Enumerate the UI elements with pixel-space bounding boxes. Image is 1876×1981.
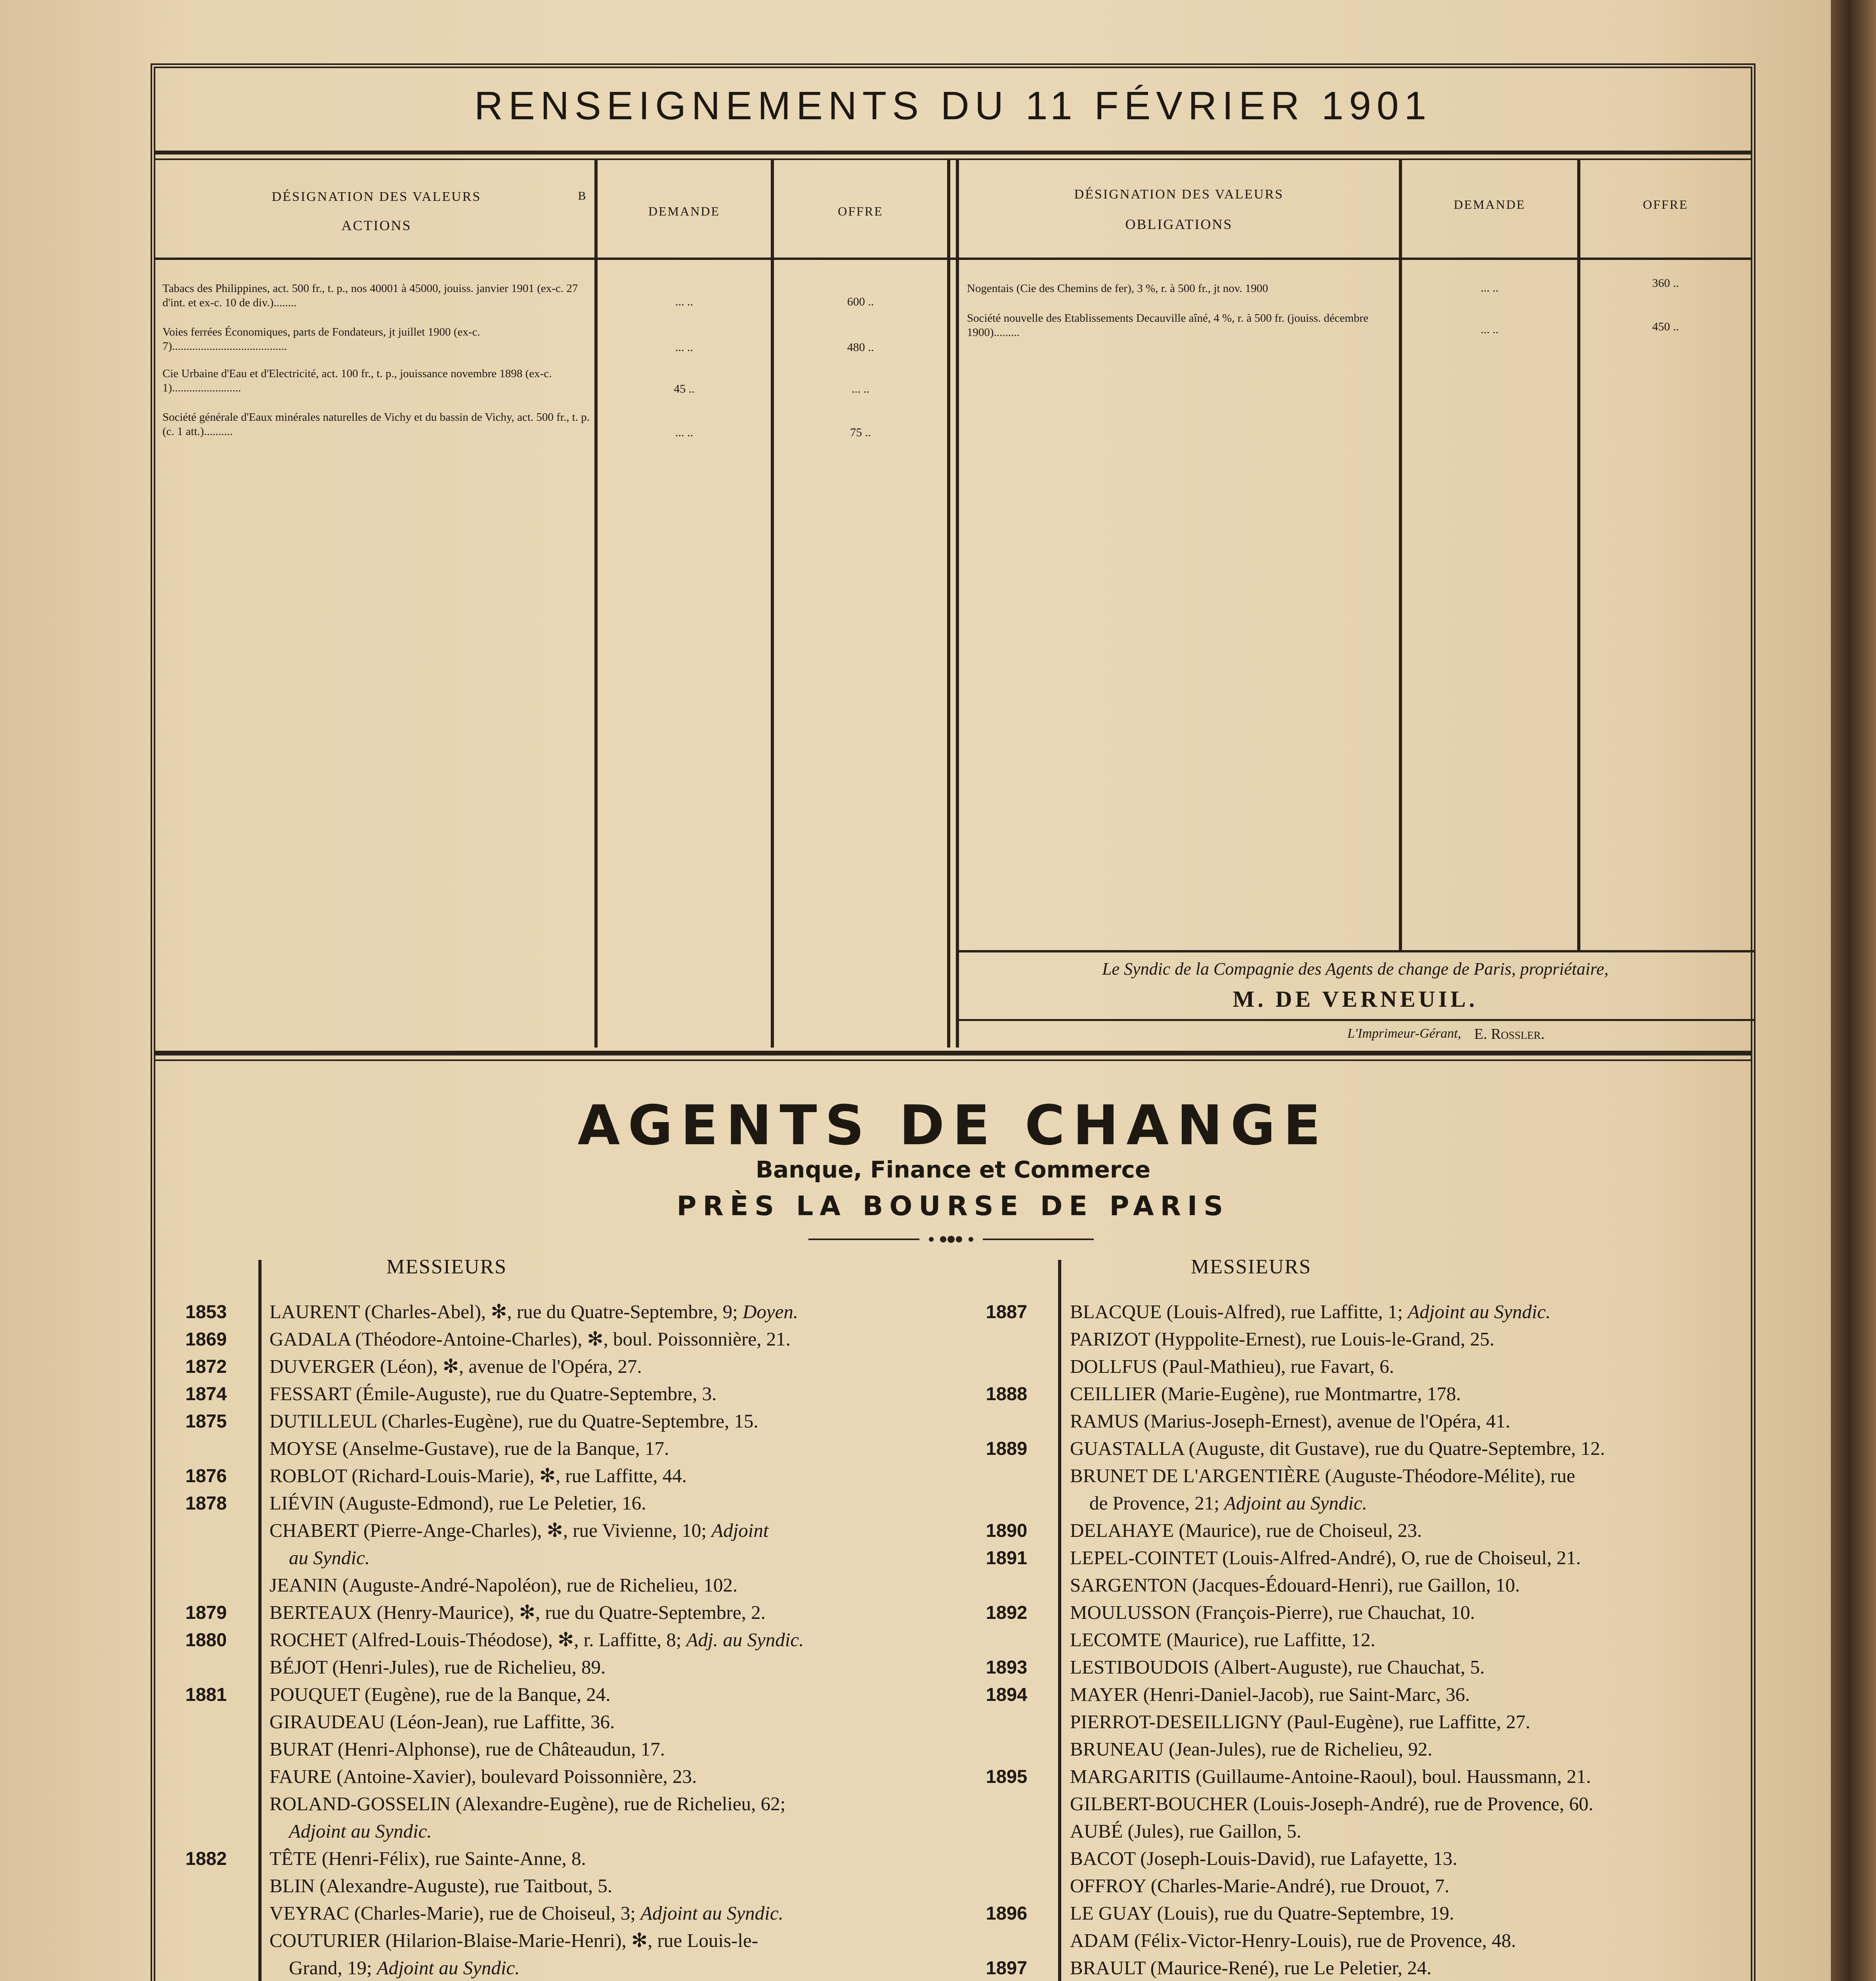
col-line-2: [771, 160, 774, 1048]
actions-row-1-demande: ... ..: [675, 295, 693, 308]
agent-entry: [174, 1489, 951, 1517]
agent-entry: [975, 1845, 1752, 1872]
agent-name-address: [269, 1653, 927, 1681]
agent-text: VEYRAC (Charles-Marie), rue de Choiseul, 3;: [269, 1902, 641, 1924]
agent-text: DUTILLEUL (Charles-Eugène), rue du Quatre-Septembre, 15.: [269, 1410, 758, 1432]
agent-name-address: [269, 1462, 927, 1489]
agent-name-address: [269, 1708, 927, 1735]
agent-text: RAMUS (Marius-Joseph-Ernest), avenue de l'Opéra, 41.: [1070, 1410, 1511, 1432]
agent-name-address: [269, 1817, 927, 1845]
obligations-head-offre: OFFRE: [1643, 197, 1689, 212]
actions-row-3-label: Cie Urbaine d'Eau et d'Electricité, act. 100 fr., t. p., jouissance novembre 1898 (ex-c. 1)........................: [162, 367, 552, 394]
agent-entry: [174, 1927, 951, 1954]
agent-entry: [174, 1380, 951, 1407]
agent-name-address: [1070, 1653, 1728, 1681]
agent-text: GUASTALLA (Auguste, dit Gustave), rue du Quatre-Septembre, 12.: [1070, 1437, 1605, 1459]
actions-row-1-offre: 600 ..: [847, 295, 874, 308]
agent-entry: [174, 1544, 951, 1571]
agent-text: de Provence, 21;: [1070, 1492, 1225, 1514]
agent-year: 1875: [185, 1410, 227, 1431]
printer-label: L'Imprimeur-Gérant,: [1347, 1026, 1461, 1041]
agent-entry: [174, 1298, 951, 1325]
syndic-rule-top: [959, 950, 1756, 952]
agent-year: 1874: [185, 1383, 227, 1404]
agent-name-address: [269, 1380, 927, 1407]
agent-entry: [174, 1681, 951, 1708]
agent-text: PIERROT-DESEILLIGNY (Paul-Eugène), rue Laffitte, 27.: [1070, 1711, 1530, 1733]
agent-entry: [975, 1681, 1752, 1708]
agent-entry: [174, 1407, 951, 1435]
syndic-name: M. DE VERNEUIL.: [1232, 986, 1478, 1012]
agent-name-address: [269, 1626, 927, 1653]
agent-text: AUBÉ (Jules), rue Gaillon, 5.: [1070, 1820, 1301, 1842]
obligations-head-section: OBLIGATIONS: [1125, 216, 1233, 232]
agent-entry: [975, 1708, 1752, 1735]
agent-name-address: [1070, 1735, 1728, 1763]
agent-name-address: [269, 1407, 927, 1435]
agent-name-address: [1070, 1927, 1728, 1954]
agent-name-address: [1070, 1790, 1728, 1817]
agent-text: COUTURIER (Hilarion-Blaise-Marie-Henri), ✻, rue Louis-le-: [269, 1929, 758, 1951]
agent-entry: [174, 1599, 951, 1626]
messieurs-right: MESSIEURS: [1191, 1256, 1312, 1278]
agent-text: LE GUAY (Louis), rue du Quatre-Septembre, 19.: [1070, 1902, 1454, 1924]
agent-entry: [975, 1489, 1752, 1517]
agent-text: FESSART (Émile-Auguste), rue du Quatre-Septembre, 3.: [269, 1383, 717, 1405]
agent-entry: [975, 1899, 1752, 1927]
actions-row-1-label: Tabacs des Philippines, act. 500 fr., t. p., nos 40001 à 45000, jouiss. janvier 1901 (ex-c. 27 d'int. et ex-c. 10 de div.)........: [162, 282, 578, 309]
agent-text: BRUNET DE L'ARGENTIÈRE (Auguste-Théodore-Mélite), rue: [1070, 1465, 1575, 1487]
agent-text: DUVERGER (Léon), ✻, avenue de l'Opéra, 27.: [269, 1355, 642, 1377]
agent-entry: [174, 1763, 951, 1790]
agent-name-address: [269, 1790, 927, 1817]
agent-entry: [174, 1817, 951, 1845]
agent-text: MAYER (Henri-Daniel-Jacob), rue Saint-Marc, 36.: [1070, 1683, 1470, 1705]
agent-entry: [975, 1872, 1752, 1899]
agent-name-address: [269, 1899, 927, 1927]
agent-entry: [174, 1845, 951, 1872]
agent-entry: [975, 1544, 1752, 1571]
agent-year: 1879: [185, 1602, 227, 1623]
agent-name-address: [1070, 1872, 1728, 1899]
agent-name-address: [1070, 1380, 1728, 1407]
agent-note: Adj. au Syndic.: [686, 1629, 804, 1651]
obligations-row-1-label: Nogentais (Cie des Chemins de fer), 3 %, r. à 500 fr., jt nov. 1900: [967, 282, 1268, 295]
agent-year: 1891: [986, 1547, 1028, 1568]
actions-row-2-offre: 480 ..: [847, 341, 874, 354]
agent-entry: [174, 1435, 951, 1462]
agent-text: BERTEAUX (Henry-Maurice), ✻, rue du Quatre-Septembre, 2.: [269, 1601, 766, 1623]
center-double-rule-a: [947, 160, 950, 1048]
agent-name-address: [269, 1517, 927, 1544]
agent-note: Adjoint au Syndic.: [1224, 1492, 1367, 1514]
agent-entry: [975, 1927, 1752, 1954]
agents-list-left: [174, 1298, 951, 1981]
agent-entry: [975, 1790, 1752, 1817]
agent-text: LECOMTE (Maurice), rue Laffitte, 12.: [1070, 1629, 1375, 1651]
agent-text: LESTIBOUDOIS (Albert-Auguste), rue Chauchat, 5.: [1070, 1656, 1485, 1678]
agent-name-address: [1070, 1325, 1728, 1353]
agent-entry: [174, 1517, 951, 1544]
agent-name-address: [1070, 1626, 1728, 1653]
agent-text: BRUNEAU (Jean-Jules), rue de Richelieu, 92.: [1070, 1738, 1433, 1760]
agent-entry: [174, 1954, 951, 1981]
agent-text: MOULUSSON (François-Pierre), rue Chauchat, 10.: [1070, 1601, 1475, 1623]
agent-text: Grand, 19;: [269, 1957, 377, 1979]
agent-text: GILBERT-BOUCHER (Louis-Joseph-André), rue de Provence, 60.: [1070, 1793, 1593, 1815]
agent-year: 1872: [185, 1356, 227, 1377]
agent-entry: [174, 1325, 951, 1353]
agent-entry: [174, 1626, 951, 1653]
agent-name-address: [1070, 1954, 1728, 1981]
syndic-line: Le Syndic de la Compagnie des Agents de change de Paris, propriétaire,: [1102, 959, 1609, 979]
agent-name-address: [1070, 1845, 1728, 1872]
agents-title: AGENTS DE CHANGE: [577, 1094, 1329, 1157]
agent-entry: [975, 1517, 1752, 1544]
agent-text: BURAT (Henri-Alphonse), rue de Châteaudun, 17.: [269, 1738, 665, 1760]
actions-row-2-label: Voies ferrées Économiques, parts de Fondateurs, jt juillet 1900 (ex-c. 7)........................................: [162, 326, 480, 353]
agent-name-address: [269, 1544, 927, 1571]
agent-note: Adjoint: [711, 1519, 769, 1541]
col-line-1: [594, 160, 598, 1048]
actions-head-demande: DEMANDE: [648, 204, 720, 218]
agent-text: PARIZOT (Hyppolite-Ernest), rue Louis-le-Grand, 25.: [1070, 1328, 1494, 1350]
agent-name-address: [1070, 1353, 1728, 1380]
page-title: RENSEIGNEMENTS DU 11 FÉVRIER 1901: [474, 84, 1432, 128]
agent-entry: [174, 1790, 951, 1817]
agent-year: 1882: [185, 1848, 227, 1869]
agent-entry: [975, 1462, 1752, 1489]
agent-entry: [174, 1353, 951, 1380]
agent-name-address: [269, 1872, 927, 1899]
agent-name-address: [269, 1435, 927, 1462]
agent-entry: [975, 1353, 1752, 1380]
agent-note: au Syndic.: [289, 1547, 370, 1569]
agent-note: Adjoint au Syndic.: [289, 1820, 432, 1842]
printer-name: E. Rossler.: [1474, 1026, 1545, 1042]
actions-row-2-demande: ... ..: [675, 341, 693, 354]
table-head-rule: [155, 258, 1751, 260]
actions-head-section: ACTIONS: [341, 218, 412, 233]
agent-entry: [174, 1735, 951, 1763]
actions-head-b: B: [578, 189, 587, 202]
agent-year: 1892: [986, 1602, 1028, 1623]
agent-name-address: [1070, 1407, 1728, 1435]
agent-text: CHABERT (Pierre-Ange-Charles), ✻, rue Vivienne, 10;: [269, 1519, 712, 1541]
agent-name-address: [269, 1763, 927, 1790]
actions-row-4-offre: 75 ..: [850, 426, 871, 439]
agent-text: ROBLOT (Richard-Louis-Marie), ✻, rue Laffitte, 44.: [269, 1465, 687, 1487]
agent-text: ROCHET (Alfred-Louis-Théodose), ✻, r. Laffitte, 8;: [269, 1629, 686, 1651]
agent-entry: [975, 1599, 1752, 1626]
agent-text: DELAHAYE (Maurice), rue de Choiseul, 23.: [1070, 1519, 1422, 1541]
agent-name-address: [1070, 1817, 1728, 1845]
obligations-row-2-demande: ... ..: [1481, 323, 1499, 336]
obligations-row-2-label: Société nouvelle des Etablissements Decauville aîné, 4 %, r. à 500 fr. (jouiss. décembre 1900).........: [967, 312, 1369, 339]
col-line-3: [1399, 160, 1402, 952]
agent-year: 1896: [986, 1903, 1028, 1924]
agent-text: JEANIN (Auguste-André-Napoléon), rue de Richelieu, 102.: [269, 1574, 738, 1596]
agent-name-address: [269, 1845, 927, 1872]
agent-name-address: [269, 1681, 927, 1708]
agent-entry: [975, 1571, 1752, 1599]
syndic-rule-bottom: [959, 1019, 1756, 1021]
agent-year: 1894: [986, 1684, 1028, 1705]
obligations-head-demande: DEMANDE: [1454, 197, 1526, 212]
agent-entry: [975, 1626, 1752, 1653]
agent-note: Doyen.: [743, 1301, 799, 1323]
agents-subtitle-2: PRÈS LA BOURSE DE PARIS: [676, 1191, 1230, 1222]
obligations-head-designation: DÉSIGNATION DES VALEURS: [1074, 187, 1284, 202]
actions-head-offre: OFFRE: [838, 204, 883, 218]
title-rule: [155, 151, 1751, 155]
agent-year: 1869: [185, 1328, 227, 1349]
agent-text: LIÉVIN (Auguste-Edmond), rue Le Peletier, 16.: [269, 1492, 646, 1514]
agent-text: LEPEL-COINTET (Louis-Alfred-André), O, rue de Choiseul, 21.: [1070, 1547, 1581, 1569]
agent-name-address: [269, 1489, 927, 1517]
agent-name-address: [1070, 1489, 1728, 1517]
agent-year: 1895: [986, 1766, 1028, 1787]
agent-entry: [975, 1735, 1752, 1763]
agent-entry: [975, 1380, 1752, 1407]
agent-entry: [174, 1872, 951, 1899]
agent-text: BLIN (Alexandre-Auguste), rue Taitbout, 5.: [269, 1875, 613, 1897]
agent-year: 1878: [185, 1492, 227, 1513]
agent-name-address: [1070, 1435, 1728, 1462]
agent-name-address: [269, 1325, 927, 1353]
agent-note: Adjoint au Syndic.: [1408, 1301, 1551, 1323]
obligations-row-1-demande: ... ..: [1481, 281, 1499, 294]
agent-year: 1893: [986, 1657, 1028, 1678]
agent-text: ADAM (Félix-Victor-Henry-Louis), rue de Provence, 48.: [1070, 1929, 1516, 1951]
agent-entry: [174, 1571, 951, 1599]
agent-text: LAURENT (Charles-Abel), ✻, rue du Quatre-Septembre, 9;: [269, 1301, 743, 1323]
messieurs-left: MESSIEURS: [386, 1256, 507, 1278]
agent-name-address: [269, 1353, 927, 1380]
agent-entry: [975, 1298, 1752, 1325]
agent-text: GIRAUDEAU (Léon-Jean), rue Laffitte, 36.: [269, 1711, 615, 1733]
agent-name-address: [1070, 1517, 1728, 1544]
agent-text: DOLLFUS (Paul-Mathieu), rue Favart, 6.: [1070, 1355, 1394, 1377]
agent-year: 1889: [986, 1438, 1028, 1459]
section-rule-thin: [155, 1059, 1751, 1061]
agent-name-address: [1070, 1899, 1728, 1927]
agent-text: [269, 1820, 289, 1842]
agent-name-address: [269, 1735, 927, 1763]
actions-row-4-label: Société générale d'Eaux minérales naturelles de Vichy et du bassin de Vichy, act. 500 fr., t. p. (c. 1 att.)..........: [162, 411, 590, 438]
agent-name-address: [1070, 1544, 1728, 1571]
agent-entry: [174, 1708, 951, 1735]
book-spine: [1831, 0, 1876, 1981]
agent-name-address: [269, 1298, 927, 1325]
agent-entry: [975, 1954, 1752, 1981]
agent-text: FAURE (Antoine-Xavier), boulevard Poissonnière, 23.: [269, 1765, 697, 1787]
col-line-4: [1577, 160, 1580, 952]
agent-text: BLACQUE (Louis-Alfred), rue Laffitte, 1;: [1070, 1301, 1408, 1323]
agent-name-address: [269, 1954, 927, 1981]
agent-text: TÊTE (Henri-Félix), rue Sainte-Anne, 8.: [269, 1847, 586, 1869]
agent-text: ROLAND-GOSSELIN (Alexandre-Eugène), rue de Richelieu, 62;: [269, 1793, 786, 1815]
agent-entry: [975, 1817, 1752, 1845]
actions-head-designation: DÉSIGNATION DES VALEURS: [271, 189, 481, 204]
agent-text: OFFROY (Charles-Marie-André), rue Drouot, 7.: [1070, 1875, 1450, 1897]
agent-year: 1881: [185, 1684, 227, 1705]
agent-text: SARGENTON (Jacques-Édouard-Henri), rue Gaillon, 10.: [1070, 1574, 1520, 1596]
agent-entry: [174, 1462, 951, 1489]
agent-name-address: [1070, 1763, 1728, 1790]
agent-text: MOYSE (Anselme-Gustave), rue de la Banque, 17.: [269, 1437, 669, 1459]
agent-entry: [975, 1763, 1752, 1790]
agent-year: 1887: [986, 1301, 1028, 1322]
agent-entry: [174, 1899, 951, 1927]
agent-name-address: [269, 1571, 927, 1599]
agent-text: MARGARITIS (Guillaume-Antoine-Raoul), boul. Haussmann, 21.: [1070, 1765, 1591, 1787]
agent-text: BRAULT (Maurice-René), rue Le Peletier, 24.: [1070, 1957, 1432, 1979]
actions-row-3-demande: 45 ..: [674, 382, 695, 395]
agent-entry: [975, 1325, 1752, 1353]
agent-entry: [174, 1653, 951, 1681]
agents-subtitle-1: Banque, Finance et Commerce: [755, 1156, 1151, 1183]
agent-text: GADALA (Théodore-Antoine-Charles), ✻, boul. Poissonnière, 21.: [269, 1328, 791, 1350]
agent-name-address: [1070, 1681, 1728, 1708]
agent-name-address: [269, 1927, 927, 1954]
agent-name-address: [1070, 1462, 1728, 1489]
obligations-row-2-offre: 450 ..: [1652, 320, 1679, 333]
agent-note: Adjoint au Syndic.: [376, 1957, 520, 1979]
title-rule-thin: [155, 158, 1751, 160]
agent-year: 1888: [986, 1383, 1028, 1404]
agents-list-right: [975, 1298, 1752, 1981]
actions-row-4-demande: ... ..: [675, 426, 693, 439]
agent-name-address: [1070, 1571, 1728, 1599]
agent-year: 1897: [986, 1957, 1028, 1978]
agent-entry: [975, 1435, 1752, 1462]
agent-name-address: [269, 1599, 927, 1626]
agent-year: 1853: [185, 1301, 227, 1322]
agent-text: [269, 1547, 289, 1569]
agent-year: 1876: [185, 1465, 227, 1486]
agent-name-address: [1070, 1708, 1728, 1735]
obligations-row-1-offre: 360 ..: [1652, 277, 1679, 290]
agent-year: 1880: [185, 1629, 227, 1650]
ornament-divider: [808, 1235, 1094, 1243]
actions-row-3-offre: ... ..: [852, 382, 869, 395]
section-rule: [155, 1051, 1751, 1055]
agent-name-address: [1070, 1298, 1728, 1325]
agent-entry: [975, 1407, 1752, 1435]
center-double-rule-b: [956, 160, 959, 1048]
agent-text: BACOT (Joseph-Louis-David), rue Lafayette, 13.: [1070, 1847, 1458, 1869]
agent-text: POUQUET (Eugène), rue de la Banque, 24.: [269, 1683, 611, 1705]
agent-entry: [975, 1653, 1752, 1681]
agent-text: CEILLIER (Marie-Eugène), rue Montmartre, 178.: [1070, 1383, 1461, 1405]
agent-text: BÉJOT (Henri-Jules), rue de Richelieu, 89.: [269, 1656, 606, 1678]
agent-note: Adjoint au Syndic.: [640, 1902, 783, 1924]
agent-year: 1890: [986, 1520, 1028, 1541]
agent-name-address: [1070, 1599, 1728, 1626]
